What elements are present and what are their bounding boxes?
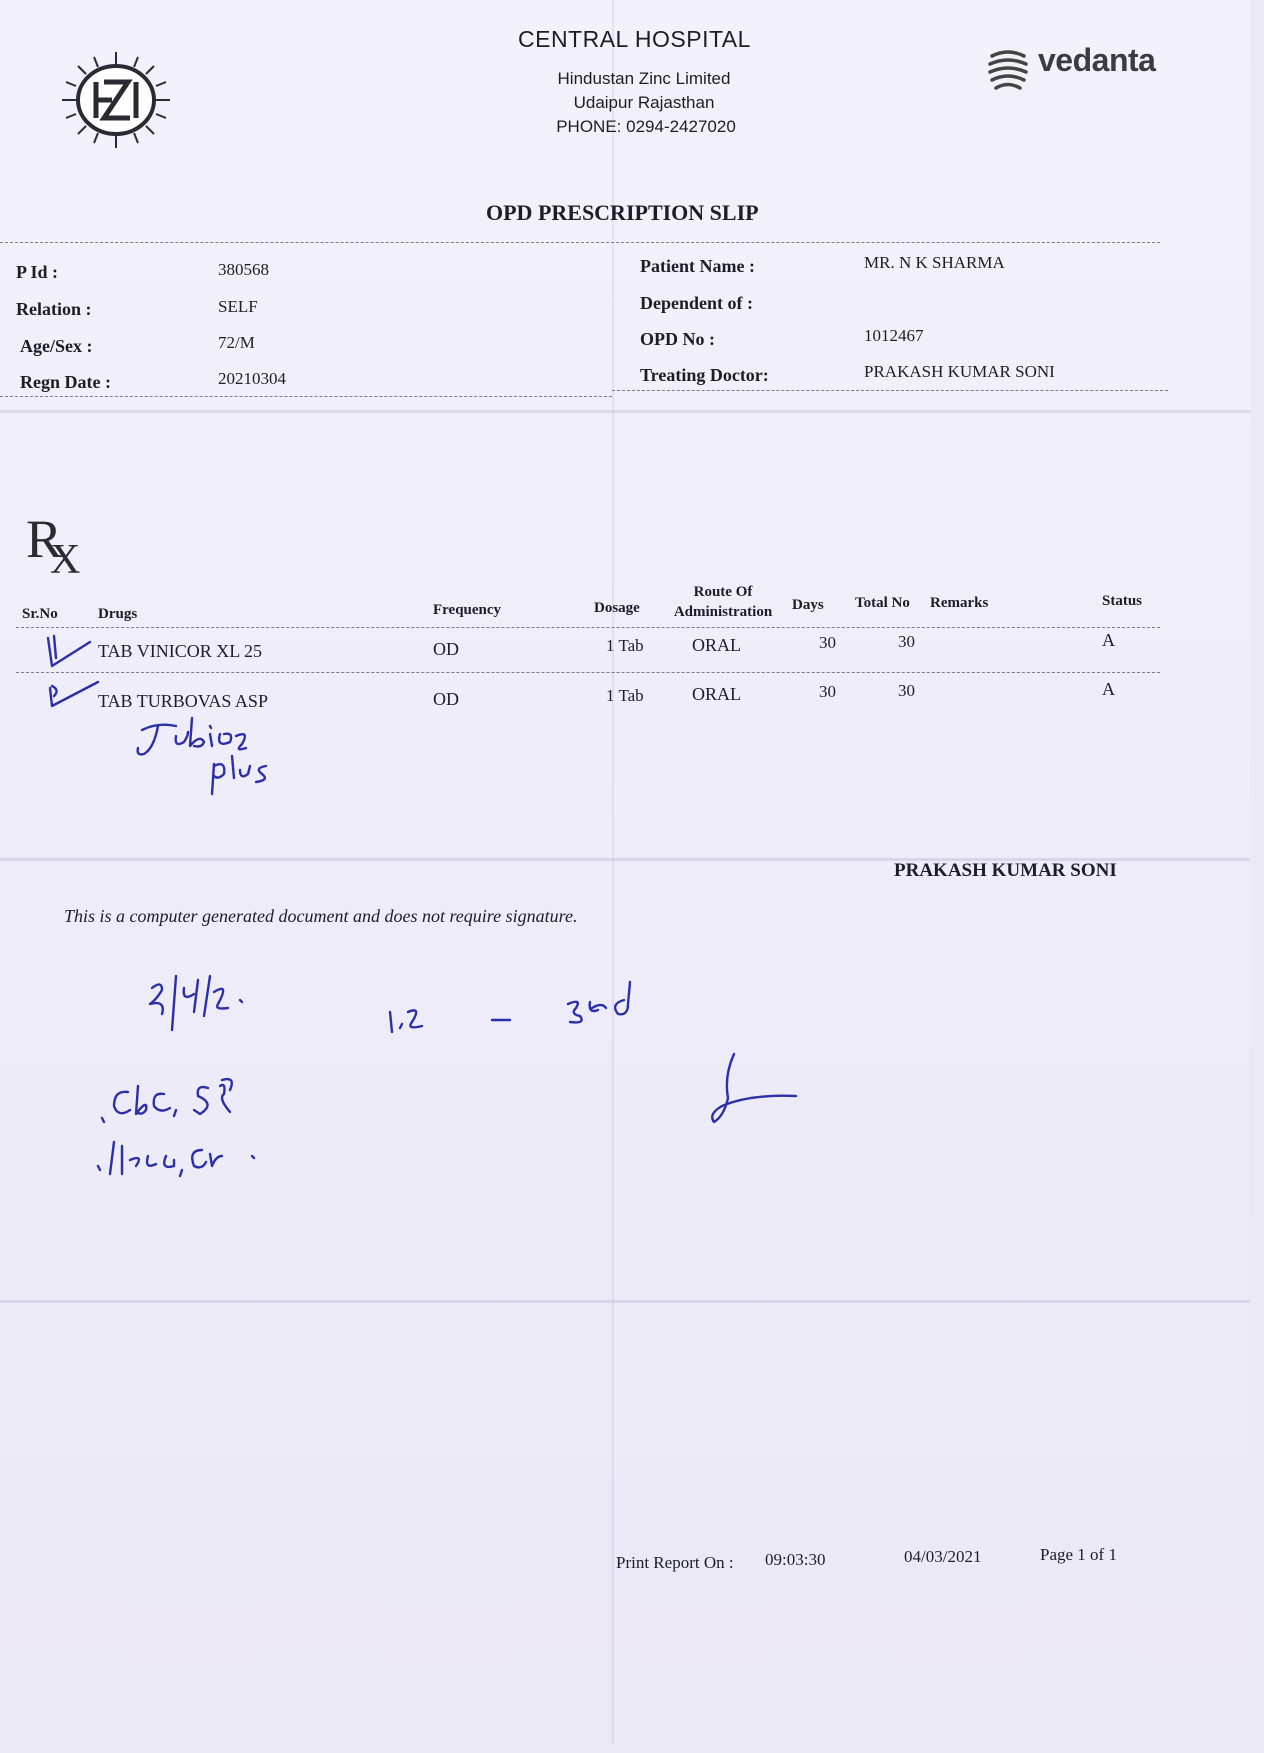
treating-doctor-label: Treating Doctor: — [640, 365, 769, 385]
row2-drug: TAB TURBOVAS ASP — [98, 691, 268, 711]
relation-value: SELF — [218, 297, 258, 316]
handwritten-row-ticks — [38, 630, 128, 720]
col-dosage: Dosage — [594, 600, 640, 616]
rx-letter-r: R — [26, 509, 63, 569]
row2-total: 30 — [898, 681, 915, 700]
row2-dosage: 1 Tab — [606, 686, 644, 705]
regn-date-value: 20210304 — [218, 369, 286, 388]
hzl-logo — [54, 48, 178, 152]
col-drugs: Drugs — [98, 606, 138, 622]
row2-route: ORAL — [692, 684, 741, 704]
row1-total: 30 — [898, 632, 915, 651]
col-srno: Sr.No — [22, 606, 58, 622]
treating-doctor-value: PRAKASH KUMAR SONI — [864, 362, 1055, 381]
company-name: Hindustan Zinc Limited — [557, 69, 731, 88]
row2-days: 30 — [819, 682, 836, 701]
dependent-of-label: Dependent of : — [640, 293, 753, 313]
print-report-label: Print Report On : — [616, 1553, 734, 1572]
handwritten-notes — [90, 960, 690, 1210]
regn-date-label: Regn Date : — [20, 372, 111, 392]
row1-route: ORAL — [692, 635, 741, 655]
row1-status: A — [1102, 630, 1115, 650]
hospital-name: CENTRAL HOSPITAL — [518, 26, 751, 52]
opd-no-value: 1012467 — [864, 326, 924, 345]
col-route-2: Administration — [673, 604, 773, 620]
pid-label: P Id : — [16, 262, 59, 282]
divider — [0, 396, 612, 397]
vedanta-wordmark: vedanta — [1038, 42, 1156, 78]
opd-no-label: OPD No : — [640, 329, 715, 349]
col-total: Total No — [855, 595, 910, 611]
print-date: 04/03/2021 — [904, 1547, 982, 1566]
col-days: Days — [792, 597, 824, 613]
row2-frequency: OD — [433, 689, 459, 709]
slip-title: OPD PRESCRIPTION SLIP — [486, 200, 759, 225]
age-sex-value: 72/M — [218, 333, 255, 352]
computer-generated-note: This is a computer generated document and does not require signature. — [64, 906, 578, 926]
rx-symbol — [26, 509, 92, 583]
divider — [16, 627, 1160, 628]
rx-letter-x: X — [50, 537, 81, 583]
divider — [16, 672, 1160, 673]
fold-crease — [0, 1300, 1250, 1303]
fold-crease — [0, 410, 1250, 413]
doctor-name-signature: PRAKASH KUMAR SONI — [894, 860, 1117, 881]
row2-status: A — [1102, 679, 1115, 699]
divider — [612, 390, 1168, 391]
hospital-phone: PHONE: 0294-2427020 — [556, 117, 736, 136]
row1-days: 30 — [819, 633, 836, 652]
age-sex-label: Age/Sex : — [20, 336, 93, 356]
hospital-location: Udaipur Rajasthan — [573, 93, 715, 112]
patient-name-label: Patient Name : — [640, 256, 755, 276]
col-remarks: Remarks — [930, 595, 989, 611]
row1-frequency: OD — [433, 639, 459, 659]
handwritten-mark — [700, 1050, 810, 1130]
divider — [0, 242, 1160, 243]
patient-name-value: MR. N K SHARMA — [864, 253, 1005, 272]
relation-label: Relation : — [16, 299, 92, 319]
row1-drug: TAB VINICOR XL 25 — [98, 641, 263, 661]
vedanta-logo-icon — [986, 46, 1030, 96]
row1-dosage: 1 Tab — [606, 636, 644, 655]
print-time: 09:03:30 — [765, 1550, 826, 1569]
col-frequency: Frequency — [433, 602, 502, 618]
col-status: Status — [1102, 593, 1143, 609]
handwritten-turboz-plus — [128, 712, 288, 802]
fold-crease — [612, 0, 614, 1745]
col-route: Route Of — [693, 584, 753, 600]
page-number: Page 1 of 1 — [1040, 1545, 1117, 1564]
pid-value: 380568 — [218, 260, 269, 279]
